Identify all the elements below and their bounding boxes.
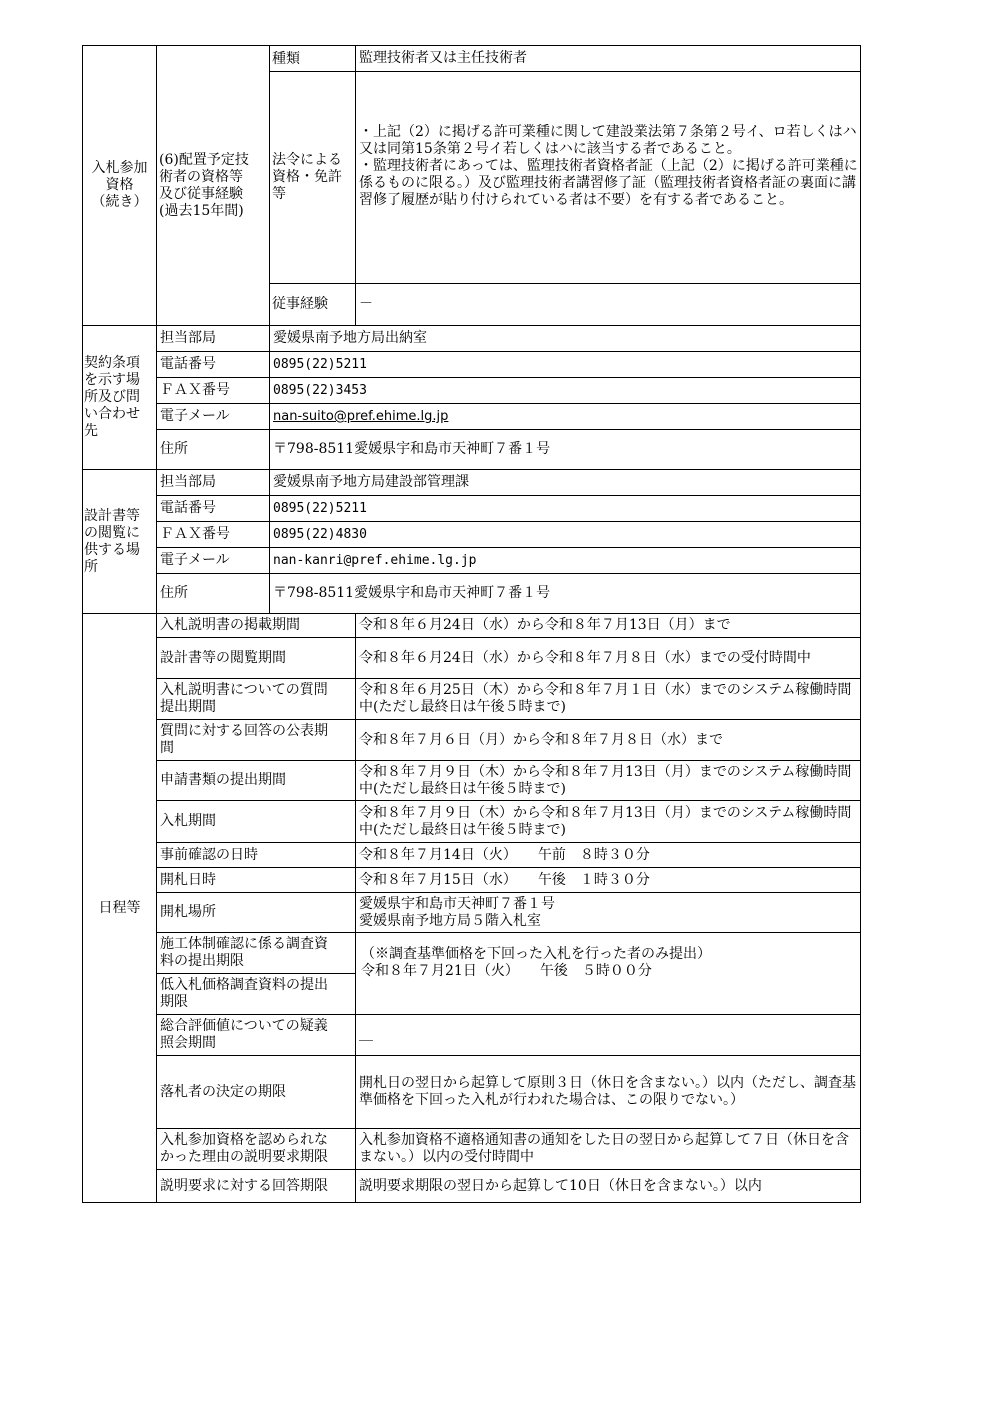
schedule-label-15: 説明要求に対する回答期限 [160, 1177, 328, 1194]
contract-dept-value: 愛媛県南予地方局出納室 [273, 330, 427, 346]
schedule-value-13: 開札日の翌日から起算して原則３日（休日を含まない。）以内（ただし、調査基準価格を下回った入札が行われた場合は、この限りでない。） [359, 1075, 856, 1108]
grid-line [156, 45, 157, 326]
contract-email-label: 電子メール [160, 408, 230, 424]
schedule-label-13: 落札者の決定の期限 [160, 1083, 286, 1100]
experience-label: 従事経験 [272, 296, 328, 312]
design-address-value: 〒798-8511愛媛県宇和島市天神町７番１号 [273, 585, 551, 601]
schedule-value-1: 令和８年６月24日（水）から令和８年７月13日（月）まで [359, 617, 731, 633]
schedule-value-12: ＿ [359, 1026, 373, 1043]
schedule-label-14: 入札参加資格を認められな かった理由の説明要求期限 [160, 1132, 328, 1165]
assigned-engineer-item: (6)配置予定技 術者の資格等 及び従事経験 (過去15年間) [159, 151, 249, 219]
design-email-label: 電子メール [160, 552, 230, 568]
grid-line [156, 613, 157, 1203]
schedule-label-11: 低入札価格調査資料の提出 期限 [160, 977, 328, 1010]
design-dept-label: 担当部局 [160, 474, 216, 490]
grid-line [156, 469, 157, 613]
contract-address-label: 住所 [160, 441, 188, 457]
contract-phone-value: 0895(22)5211 [273, 357, 367, 372]
schedule-label-8: 開札日時 [160, 871, 216, 888]
schedule-value-2: 令和８年６月24日（水）から令和８年７月８日（水）までの受付時間中 [359, 649, 811, 666]
type-value: 監理技術者又は主任技術者 [359, 50, 527, 66]
contract-address-value: 〒798-8511愛媛県宇和島市天神町７番１号 [273, 441, 551, 457]
schedule-label-9: 開札場所 [160, 904, 216, 920]
schedule-value-14: 入札参加資格不適格通知書の通知をした日の翌日から起算して７日（休日を含まない。）以内の受付時間中 [359, 1132, 849, 1165]
law-qualification-label: 法令による 資格・免許 等 [272, 152, 342, 202]
schedule-label-2: 設計書等の閲覧期間 [160, 649, 286, 666]
schedule-value-4: 令和８年７月６日（月）から令和８年７月８日（水）まで [359, 731, 723, 748]
schedule-value-5: 令和８年７月９日（木）から令和８年７月13日（月）までのシステム稼働時間中(ただし最終日は午後５時まで) [359, 763, 852, 797]
design-fax-label: ＦＡＸ番号 [160, 526, 230, 542]
design-phone-value: 0895(22)5211 [273, 501, 367, 516]
schedule-value-10: （※調査基準価格を下回った入札を行った者のみ提出） 令和８年７月21日（火） 午後 ５時００分 [361, 946, 711, 979]
grid-line [269, 469, 270, 613]
grid-line [269, 283, 861, 284]
design-phone-label: 電話番号 [160, 500, 216, 516]
schedule-label-10: 施工体制確認に係る調査資 料の提出期限 [160, 936, 328, 969]
schedule-label-5: 申請書類の提出期間 [160, 772, 286, 788]
schedule-value-8: 令和８年７月15日（水） 午後 １時３０分 [359, 871, 650, 888]
grid-line [269, 325, 270, 469]
law-qualification-value: ・上記（2）に掲げる許可業種に関して建設業法第７条第２号イ、ロ若しくはハ又は同第15条第２号イ若しくはハに該当する者であること。 ・監理技術者にあっては、監理技術者資格者証（上記（2）に掲げる許可業種に係るものに限る。）及び監理技術者講習修了証（監理技術者資格者証の裏面に講習修了履歴が貼り付けられている者は不要）を有する者であること。 [359, 124, 858, 208]
contract-email-link[interactable]: nan-suito@pref.ehime.lg.jp [273, 409, 449, 424]
design-address-label: 住所 [160, 585, 188, 601]
contract-phone-label: 電話番号 [160, 356, 216, 372]
grid-line [269, 71, 861, 72]
schedule-value-9: 愛媛県宇和島市天神町７番１号 愛媛県南予地方局５階入札室 [359, 895, 555, 929]
contract-fax-value: 0895(22)3453 [273, 383, 367, 398]
grid-line [156, 325, 157, 469]
section-bid-qualification: 入札参加 資格 （続き） [91, 160, 148, 210]
schedule-label-4: 質問に対する回答の公表期 間 [160, 723, 328, 756]
schedule-label-6: 入札期間 [160, 813, 216, 829]
design-email-value: nan-kanri@pref.ehime.lg.jp [273, 553, 477, 568]
schedule-label-12: 総合評価値についての疑義 照会期間 [160, 1018, 328, 1051]
contract-email-cell [273, 404, 853, 429]
type-label: 種類 [272, 50, 300, 67]
design-fax-value: 0895(22)4830 [273, 527, 367, 542]
schedule-value-7: 令和８年７月14日（火） 午前 ８時３０分 [359, 846, 650, 863]
schedule-label-1: 入札説明書の掲載期間 [160, 617, 300, 633]
section-schedule: 日程等 [98, 899, 141, 916]
schedule-value-6: 令和８年７月９日（木）から令和８年７月13日（月）までのシステム稼働時間中(ただし最終日は午後５時まで) [359, 804, 852, 838]
schedule-label-7: 事前確認の日時 [160, 846, 258, 863]
contract-dept-label: 担当部局 [160, 330, 216, 346]
experience-value: － [359, 296, 373, 312]
grid-line [355, 613, 356, 1203]
section-design-viewing: 設計書等 の閲覧に 供する場 所 [84, 507, 140, 575]
design-dept-value: 愛媛県南予地方局建設部管理課 [273, 474, 469, 490]
schedule-value-3: 令和８年６月25日（木）から令和８年７月１日（水）までのシステム稼働時間中(ただし最終日は午後５時まで) [359, 682, 852, 715]
schedule-label-3: 入札説明書についての質問 提出期間 [160, 682, 328, 715]
contract-fax-label: ＦＡＸ番号 [160, 382, 230, 398]
section-contract-contact: 契約条項 を示す場 所及び問 い合わせ 先 [84, 355, 140, 439]
schedule-value-15: 説明要求期限の翌日から起算して10日（休日を含まない。）以内 [359, 1177, 762, 1194]
